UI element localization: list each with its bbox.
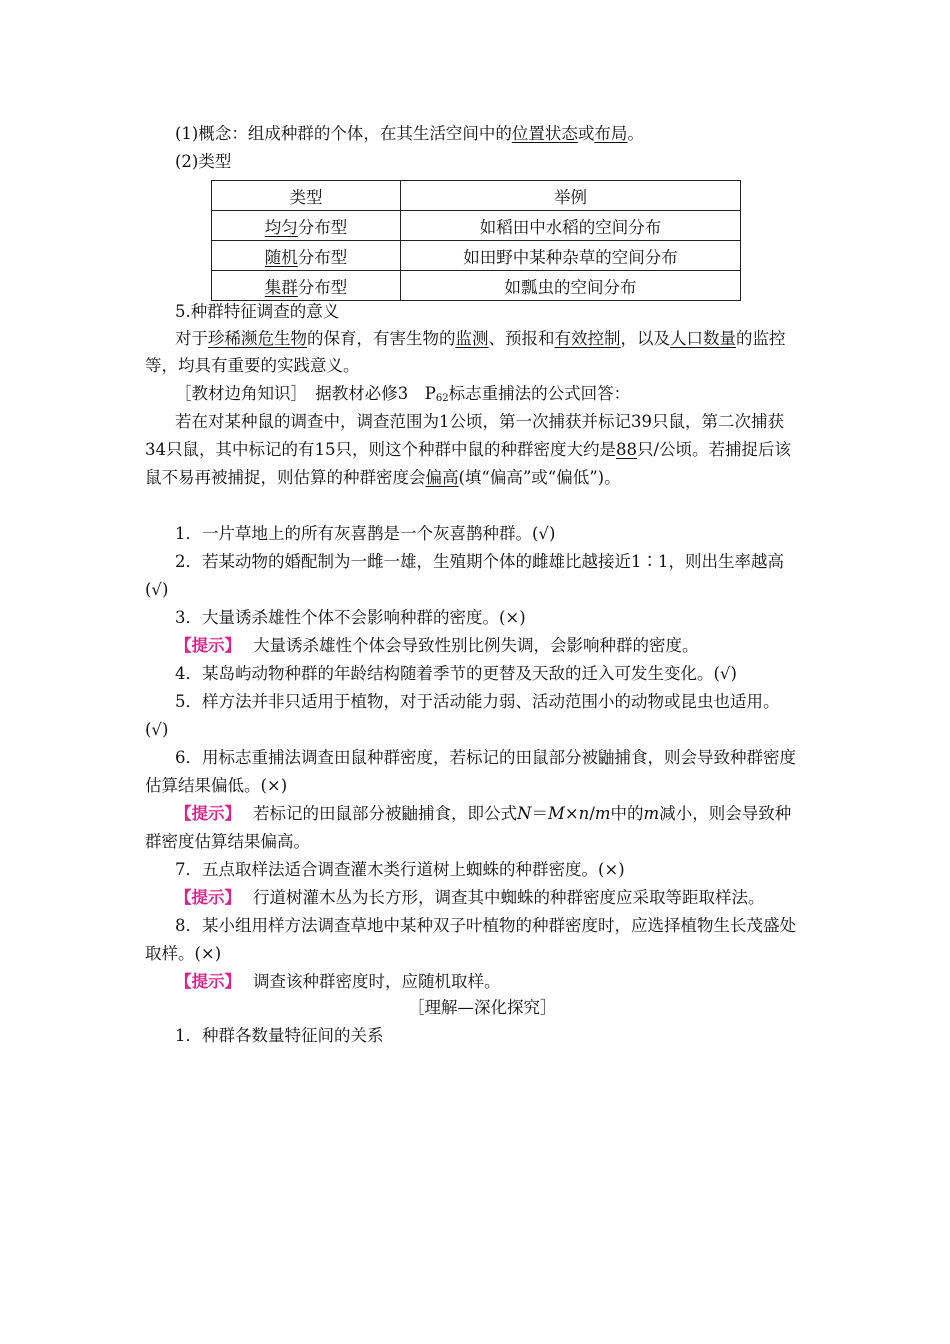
text: 或 (577, 124, 595, 143)
types-heading: (2)类型 (175, 152, 232, 171)
answer-blank: 集群 (264, 277, 298, 297)
answer-blank: 偏高 (425, 468, 459, 487)
hint-7 (175, 888, 765, 908)
answer-blank: 珍稀濒危生物 (208, 329, 307, 348)
formula-var: M (547, 804, 565, 823)
table-header: 举例 (401, 181, 741, 211)
answer-blank: 有效控制 (554, 329, 621, 348)
text: ［教材边角知识］ 据教材必修3 P (175, 384, 436, 403)
text: 的监控 (736, 329, 786, 348)
text: 标志重捕法的公式回答： (448, 384, 631, 403)
judge-item-8-cont: 取样。(×) (145, 944, 222, 963)
judge-item-5-cont: (√) (145, 720, 169, 739)
text: 、预报和 (488, 329, 555, 348)
hint-8 (175, 972, 501, 992)
table-cell: 如稻田中水稻的空间分布 (401, 211, 741, 241)
deep-explore-heading: ［理解—深化探究］ (408, 998, 557, 1017)
formula-op: / (589, 804, 595, 823)
hint-label: 【提示】 (175, 804, 241, 823)
hint-label: 【提示】 (175, 972, 241, 991)
corner-line-3 (145, 468, 621, 488)
hint-text: 调查该种群密度时，应随机取样。 (253, 972, 501, 991)
judge-item-2-cont: (√) (145, 580, 169, 599)
table-cell: 如田野中某种杂草的空间分布 (401, 241, 741, 271)
answer-blank: 位置状态 (511, 124, 578, 143)
corner-knowledge-intro (175, 384, 630, 409)
judge-item-2: 2．若某动物的婚配制为一雌一雄，生殖期个体的雌雄比越接近1∶1，则出生率越高 (175, 552, 784, 571)
judge-item-3: 3．大量诱杀雄性个体不会影响种群的密度。(×) (175, 608, 526, 627)
hint-6 (175, 804, 791, 824)
text: 分布型 (297, 217, 348, 237)
hint-text: 中的 (610, 804, 644, 823)
hint-text: 大量诱杀雄性个体会导致性别比例失调，会影响种群的密度。 (253, 636, 699, 655)
table-cell (212, 211, 401, 241)
answer-blank: 随机 (264, 247, 298, 267)
hint-text: 行道树灌木丛为长方形，调查其中蜘蛛的种群密度应采取等距取样法。 (253, 888, 765, 907)
text: (1)概念：组成种群的个体，在其生活空间中的 (175, 124, 512, 143)
answer-blank: 人口数量 (670, 329, 736, 348)
text: ，以及 (620, 329, 670, 348)
answer-blank: 88 (616, 440, 637, 459)
judge-item-5: 5．样方法并非只适用于植物，对于活动能力弱、活动范围小的动物或昆虫也适用。 (175, 692, 780, 711)
table-cell: 如瓢虫的空间分布 (401, 271, 741, 301)
hint-text: 若标记的田鼠部分被鼬捕食，即公式 (253, 804, 517, 823)
corner-line-1: 若在对某种鼠的调查中，调查范围为1公顷，第一次捕获并标记39只鼠，第二次捕获 (175, 412, 784, 431)
judge-item-8: 8．某小组用样方法调查草地中某种双子叶植物的种群密度时，应选择植物生长茂盛处 (175, 916, 796, 935)
section-5-line-2: 等，均具有重要的实践意义。 (145, 356, 360, 375)
section-5-line-1 (175, 329, 786, 349)
judge-item-6-cont: 估算结果偏低。(×) (145, 776, 288, 795)
text: 只/公顷。若捕捉后该 (637, 440, 792, 459)
text: 分布型 (297, 277, 348, 297)
table-header: 类型 (212, 181, 401, 211)
text: 分布型 (297, 247, 348, 267)
deep-item-1: 1．种群各数量特征间的关系 (175, 1026, 384, 1045)
text: 34只鼠，其中标记的有15只，则这个种群中鼠的种群密度大约是 (145, 440, 616, 459)
text: 的保育，有害生物的 (307, 329, 456, 348)
formula-var: N (517, 804, 532, 823)
formula-op: ＝ (531, 804, 548, 823)
formula-op: × (564, 804, 579, 823)
section-5-heading: 5.种群特征调查的意义 (175, 302, 340, 321)
answer-blank: 布局 (594, 124, 628, 143)
table-row (212, 271, 741, 301)
judge-item-1: 1．一片草地上的所有灰喜鹊是一个灰喜鹊种群。(√) (175, 524, 556, 543)
text: 对于 (175, 329, 208, 348)
table-row (212, 211, 741, 241)
judge-item-7: 7．五点取样法适合调查灌木类行道树上蜘蛛的种群密度。(×) (175, 860, 625, 879)
table-cell (212, 271, 401, 301)
table-row (212, 241, 741, 271)
hint-label: 【提示】 (175, 888, 241, 907)
hint-6-cont: 群密度估算结果偏高。 (145, 832, 310, 851)
formula-var: m (643, 804, 660, 823)
formula-var: m (594, 804, 611, 823)
corner-line-2 (145, 440, 791, 460)
table-cell (212, 241, 401, 271)
distribution-table (211, 180, 741, 301)
hint-3 (175, 636, 699, 656)
hint-text: 减小，则会导致种 (659, 804, 792, 823)
text: 。 (627, 124, 644, 143)
text: (填“偏高”或“偏低”)。 (458, 468, 621, 487)
answer-blank: 均匀 (264, 217, 298, 237)
table-header-row (212, 181, 741, 211)
judge-item-6: 6．用标志重捕法调查田鼠种群密度，若标记的田鼠部分被鼬捕食，则会导致种群密度 (175, 748, 796, 767)
page-subscript: 62 (435, 393, 449, 404)
formula-var: n (578, 804, 590, 823)
concept-line (175, 124, 644, 144)
hint-label: 【提示】 (175, 636, 241, 655)
text: 鼠不易再被捕捉，则估算的种群密度会 (145, 468, 426, 487)
answer-blank: 监测 (455, 329, 489, 348)
judge-item-4: 4．某岛屿动物种群的年龄结构随着季节的更替及天敌的迁入可发生变化。(√) (175, 664, 737, 683)
